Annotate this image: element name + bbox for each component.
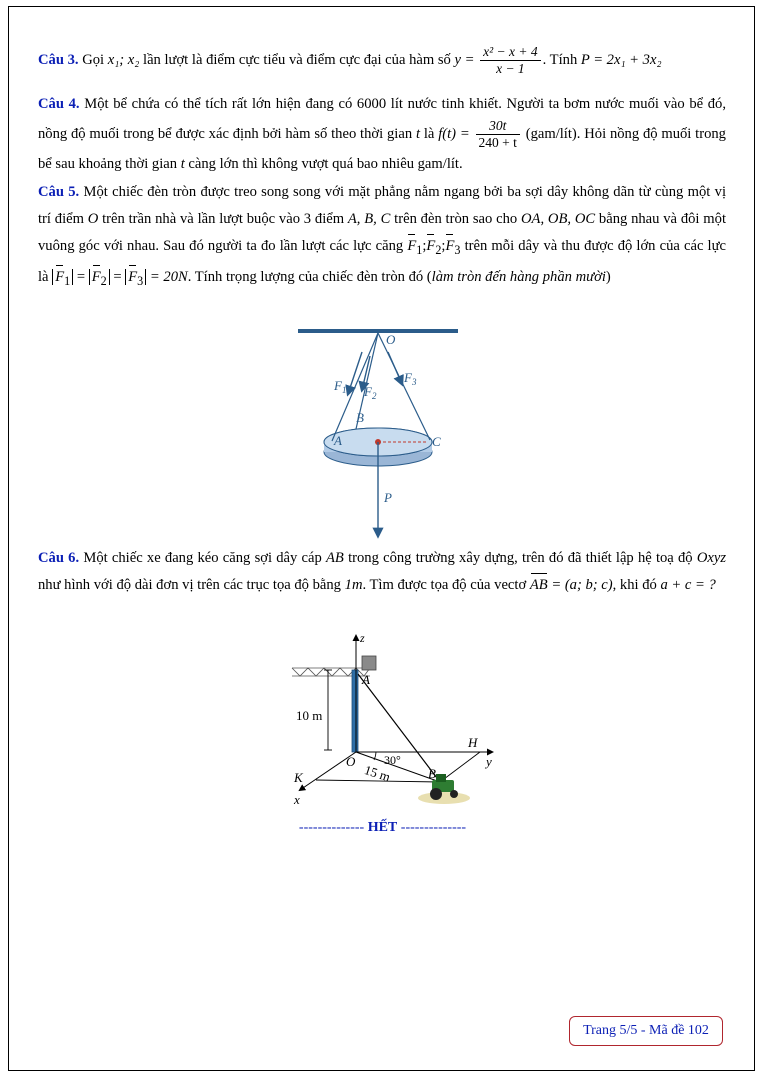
label-c: C: [432, 434, 441, 449]
label-b: B: [356, 410, 364, 425]
label-a: A: [334, 433, 342, 448]
string-oc: [378, 333, 430, 440]
end-marker: -------------- HẾT --------------: [298, 820, 467, 835]
label-o: O: [386, 332, 396, 347]
page-footer: Trang 5/5 - Mã đề 102: [569, 1016, 723, 1046]
label-b6: B: [428, 766, 436, 781]
label-f3: $F_3$: [404, 370, 417, 387]
label-x: x: [294, 792, 300, 807]
question-4-fraction: $\frac{30t}{240 + t}$: [476, 118, 520, 151]
question-4-label: Câu 4.: [38, 96, 80, 112]
label-h: H: [468, 735, 478, 750]
ceiling-bar: [298, 329, 458, 333]
question-6: Câu 6. Một chiếc xe đang kéo căng sợi dây cáp AB trong công trường xây dựng, trên đó đã thiết lập hệ toạ độ Oxyz như hình với độ dài đơn vị trên các trục tọa độ bằng 1m. Tìm được tọa độ của vectơ AB = (a; b; c), khi đó a + c = ?: [38, 545, 726, 599]
question-3: Câu 3. Gọi x₁; x₂ lần lượt là điểm cực tiểu và điểm cực đại của hàm số y = $\frac{\text{x² − x + 4}}{x - 1}$ . Tính P = 2x₁ + 3x₂: [38, 44, 662, 76]
label-10m: 10 m: [296, 708, 323, 723]
label-z: z: [360, 631, 365, 645]
label-a6: A: [362, 672, 370, 687]
question-3-fraction: $\frac{\text{x² − x + 4}}{x - 1}$: [480, 44, 541, 77]
label-f2: $F_2$: [364, 384, 377, 401]
label-15m: 15 m: [362, 762, 393, 785]
tractor-icon: [418, 774, 470, 804]
crane-figure: [280, 630, 510, 810]
label-f1: $F_1$: [334, 378, 347, 395]
label-k: K: [294, 770, 303, 785]
question-6-label: Câu 6.: [38, 550, 80, 566]
question-5: Câu 5. Một chiếc đèn tròn được treo song song với mặt phẳng nằm ngang bởi ba sợi dây không dãn từ cùng một vị trí điểm O trên trần nhà và lần lượt buộc vào 3 điểm A, B, C trên đèn tròn sao cho OA, OB, OC bằng nhau và đôi một vuông góc với nhau. Sau đó người ta đo lần lượt các lực căng $F_1;F_2;F_3$ trên mỗi dây và thu được độ lớn của các lực là $F_1 = F_2 = F_3 = 20N$. Tính trọng lượng của chiếc đèn tròn đó (làm tròn đến hàng phần mười): [38, 179, 726, 295]
question-4: Câu 4. Một bể chứa có thể tích rất lớn hiện đang có 6000 lít nước tinh khiết. Người ta bơm nước muối vào bể đó, nồng độ muối trong bể được xác định bởi hàm số theo thời gian t là f(t) = $\frac{30t}{240 + t}$ (gam/lít). Hỏi nồng độ muối trong bể sau khoảng thời gian t càng lớn thì không vượt quá bao nhiêu gam/lít.: [38, 96, 727, 172]
label-o6: O: [346, 754, 356, 769]
question-3-label: Câu 3.: [38, 51, 79, 68]
label-angle: 30°: [384, 753, 401, 767]
question-5-label: Câu 5.: [38, 184, 80, 200]
lamp-figure: [290, 322, 470, 544]
label-y: y: [486, 754, 492, 769]
crane-tower: [352, 670, 358, 752]
label-p: P: [384, 490, 392, 505]
